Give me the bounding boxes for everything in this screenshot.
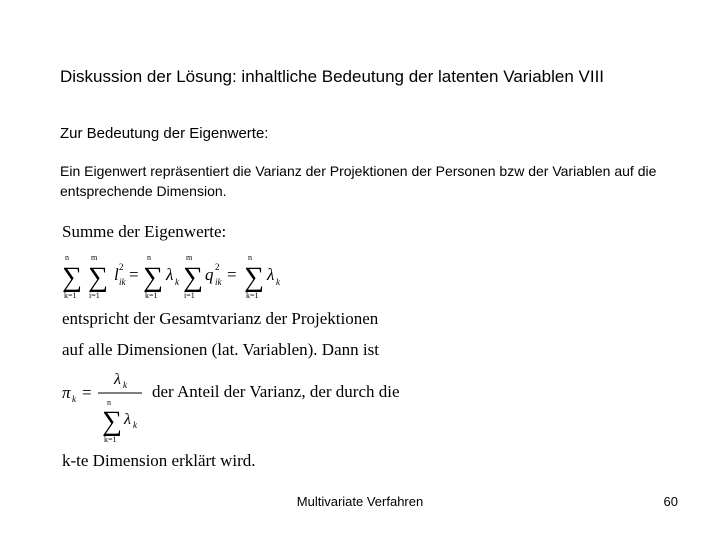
svg-text:k=1: k=1 [104,435,117,444]
eigenvalue-sum-formula [62,254,302,304]
svg-text:k: k [276,277,280,287]
svg-text:λ: λ [267,265,275,284]
svg-text:=: = [82,383,92,402]
svg-text:∑: ∑ [244,262,264,293]
svg-text:k=1: k=1 [246,291,259,300]
svg-text:λ: λ [114,371,121,388]
svg-text:ik: ik [119,277,126,287]
svg-text:k=1: k=1 [145,291,158,300]
svg-text:∑: ∑ [183,262,203,293]
svg-text:π: π [62,383,71,402]
svg-text:λ: λ [124,411,131,428]
variance-share-formula [62,368,152,446]
svg-text:k: k [133,420,137,430]
svg-text:n: n [248,254,252,262]
svg-text:2: 2 [119,262,124,272]
svg-text:∑: ∑ [88,262,108,293]
subheading: Zur Bedeutung der Eigenwerte: [60,125,269,142]
formula-image [62,220,482,470]
svg-text:i=1: i=1 [184,291,195,300]
svg-text:m: m [91,254,98,262]
svg-text:2: 2 [215,262,220,272]
formula-text-line-3: der Anteil der Varianz, der durch die [152,382,400,401]
page-number: 60 [663,494,678,509]
svg-text:n: n [107,398,111,407]
formula-text-line-2: auf alle Dimensionen (lat. Variablen). Dann ist [62,340,379,359]
svg-text:ik: ik [215,277,222,287]
footer-title: Multivariate Verfahren [296,494,424,509]
svg-text:l: l [114,265,119,284]
formula-text-line-4: k-te Dimension erklärt wird. [62,451,256,470]
svg-text:λ: λ [166,265,174,284]
svg-text:k=1: k=1 [64,291,77,300]
svg-text:q: q [205,265,214,284]
svg-text:k: k [123,380,127,390]
formula-text-line-1: entspricht der Gesamtvarianz der Projektionen [62,309,379,328]
svg-text:=: = [129,265,139,284]
svg-text:k: k [72,394,76,404]
svg-text:∑: ∑ [143,262,163,293]
svg-text:k: k [175,277,179,287]
svg-text:n: n [147,254,151,262]
svg-text:m: m [186,254,193,262]
svg-text:∑: ∑ [62,262,82,293]
svg-text:=: = [227,265,237,284]
svg-text:i=1: i=1 [89,291,100,300]
body-paragraph: Ein Eigenwert repräsentiert die Varianz der Projektionen der Personen bzw der Variablen auf die entsprechende Dimension. [60,163,657,199]
slide-title: Diskussion der Lösung: inhaltliche Bedeutung der latenten Variablen VIII [60,67,605,86]
svg-text:∑: ∑ [102,406,122,437]
formula-heading: Summe der Eigenwerte: [62,222,227,241]
svg-text:n: n [65,254,69,262]
